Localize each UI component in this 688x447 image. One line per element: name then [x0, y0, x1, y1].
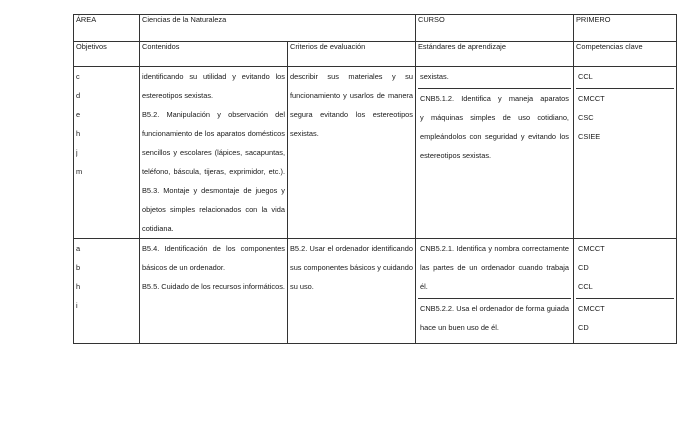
- criterio-line: describir sus materiales y su: [290, 72, 413, 81]
- estandar-line: sexistas.: [420, 72, 449, 81]
- contenido-line: objetos simples relacionados con la vida: [142, 205, 285, 214]
- table-row: [74, 239, 677, 344]
- contenidos-cell: [140, 67, 288, 239]
- estandares-cell: [416, 239, 574, 344]
- estandar-line: hace un buen uso de él.: [420, 323, 499, 332]
- objetivo-item: h: [76, 129, 81, 138]
- column-header-row: [74, 42, 677, 67]
- competencias-cell: [574, 239, 677, 344]
- competencia-item: CSC: [578, 113, 594, 122]
- estandar-line: CNB5.2.1. Identifica y nombra correctamente: [420, 244, 569, 253]
- objetivo-item: e: [76, 110, 81, 119]
- objetivo-item: a: [76, 244, 81, 253]
- estandares-cell: [416, 67, 574, 239]
- objetivos-cell: [74, 67, 140, 239]
- objetivo-item: b: [76, 263, 81, 272]
- criterios-cell: [288, 239, 416, 344]
- contenido-line: teléfono, báscula, tijeras, exprimidor, etc.).: [142, 167, 285, 176]
- estandar-line: y máquinas simples de uso cotidiano,: [420, 113, 569, 122]
- contenido-line: B5.3. Montaje y desmontaje de juegos y: [142, 186, 285, 195]
- competencia-item: CMCCT: [578, 304, 605, 313]
- estandar-line: empleándolos con seguridad y evitando los: [420, 132, 569, 141]
- col-estandares: Estándares de aprendizaje: [416, 42, 574, 67]
- objetivo-item: j: [76, 148, 78, 157]
- header-row: [74, 15, 677, 42]
- competencia-item: CMCCT: [578, 244, 605, 253]
- competencia-item: CCL: [578, 282, 593, 291]
- objetivo-item: c: [76, 72, 80, 81]
- competencia-item: CD: [578, 323, 589, 332]
- col-criterios: Criterios de evaluación: [288, 42, 416, 67]
- criterio-line: sus componentes básicos y cuidando: [290, 263, 413, 272]
- contenido-line: básicos de un ordenador.: [142, 263, 225, 272]
- curriculum-table: [73, 14, 677, 344]
- competencia-item: CCL: [578, 72, 593, 81]
- competencia-item: CMCCT: [578, 94, 605, 103]
- contenidos-cell: [140, 239, 288, 344]
- estandar-line: él.: [420, 282, 428, 291]
- competencias-cell: [574, 67, 677, 239]
- contenido-line: B5.2. Manipulación y observación del: [142, 110, 285, 119]
- contenido-line: sencillos y escolares (lápices, sacapuntas,: [142, 148, 285, 157]
- col-competencias: Competencias clave: [574, 42, 677, 67]
- criterio-line: sexistas.: [290, 129, 319, 138]
- competencia-item: CD: [578, 263, 589, 272]
- contenido-line: identificando su utilidad y evitando los: [142, 72, 285, 81]
- objetivo-item: h: [76, 282, 81, 291]
- estandar-line: estereotipos sexistas.: [420, 151, 492, 160]
- contenido-line: estereotipos sexistas.: [142, 91, 214, 100]
- estandar-line: CNB5.2.2. Usa el ordenador de forma guiada: [420, 304, 569, 313]
- competencia-item: CSIEE: [578, 132, 601, 141]
- curso-value: PRIMERO: [574, 15, 677, 42]
- contenido-line: B5.4. Identificación de los componentes: [142, 244, 285, 253]
- estandar-line: las partes de un ordenador cuando trabaja: [420, 263, 569, 272]
- contenido-line: cotidiana.: [142, 224, 174, 233]
- criterio-line: segura evitando los estereotipos: [290, 110, 413, 119]
- objetivo-item: i: [76, 301, 78, 310]
- criterios-cell: [288, 67, 416, 239]
- contenido-line: B5.5. Cuidado de los recursos informáticos.: [142, 282, 285, 291]
- area-label: ÁREA: [74, 15, 140, 42]
- area-value: Ciencias de la Naturaleza: [140, 15, 416, 42]
- objetivo-item: d: [76, 91, 81, 100]
- criterio-line: B5.2. Usar el ordenador identificando: [290, 244, 413, 253]
- col-objetivos: Objetivos: [74, 42, 140, 67]
- table-row: [74, 67, 677, 239]
- criterio-line: su uso.: [290, 282, 314, 291]
- curso-label: CURSO: [416, 15, 574, 42]
- contenido-line: funcionamiento de los aparatos domésticos: [142, 129, 285, 138]
- estandar-line: CNB5.1.2. Identifica y maneja aparatos: [420, 94, 569, 103]
- objetivo-item: m: [76, 167, 83, 176]
- col-contenidos: Contenidos: [140, 42, 288, 67]
- objetivos-cell: [74, 239, 140, 344]
- criterio-line: funcionamiento y usarlos de manera: [290, 91, 413, 100]
